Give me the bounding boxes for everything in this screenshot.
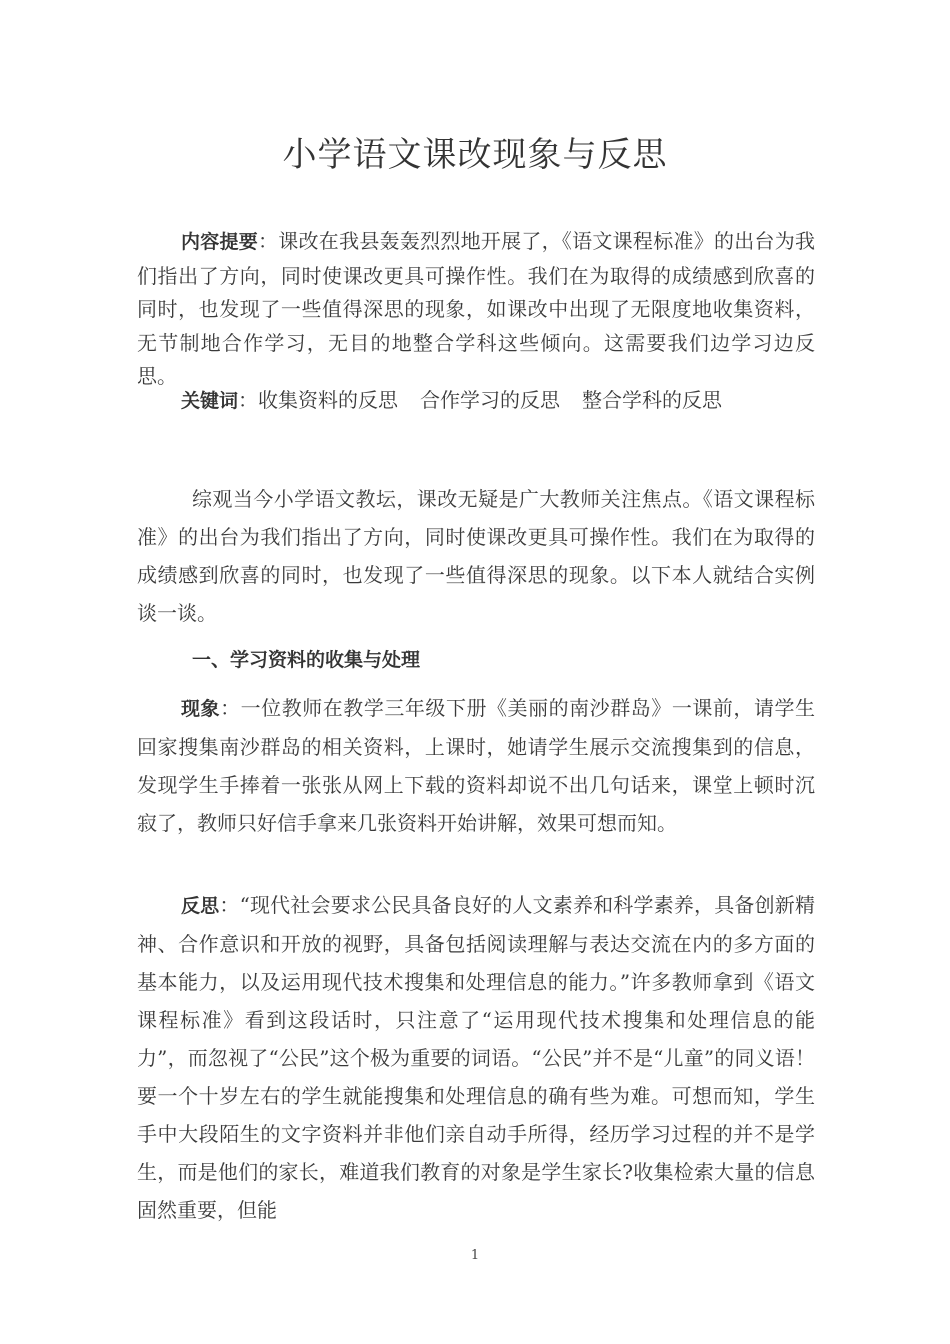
phenomenon-paragraph: [137, 689, 815, 842]
section-heading: 一、学习资料的收集与处理: [192, 649, 421, 671]
abstract-text: 课改在我县轰轰烈烈地开展了，《语文课程标准》的出台为我们指出了方向，同时使课改更具可操作性。我们在为取得的成绩感到欣喜的同时，也发现了一些值得深思的现象，如课改中出现了无限度地收集资料，无节制地合作学习，无目的地整合学科这些倾向。这需要我们边学习边反思。: [137, 229, 815, 388]
reflection-text: “现代社会要求公民具备良好的人文素养和科学素养，具备创新精神、合作意识和开放的视野，具备包括阅读理解与表达交流在内的多方面的基本能力，以及运用现代技术搜集和处理信息的能力。”许多教师拿到《语文课程标准》看到这段话时，只注意了“运用现代技术搜集和处理信息的能力”，而忽视了“公民”这个极为重要的词语。“公民”并不是“儿童”的同义语！要一个十岁左右的学生就能搜集和处理信息的确有些为难。可想而知，学生手中大段陌生的文字资料并非他们亲自动手所得，经历学习过程的并不是学生，而是他们的家长，难道我们教育的对象是学生家长?收集检索大量的信息固然重要，但能: [137, 893, 815, 1222]
abstract-paragraph: [137, 225, 815, 394]
reflection-colon: ：: [219, 893, 240, 917]
keyword-item: 整合学科的反思: [582, 388, 723, 412]
page-number: 1: [470, 1248, 480, 1263]
keywords-label: 关键词: [181, 390, 239, 412]
abstract-label: 内容提要: [181, 231, 259, 253]
phenomenon-text: 一位教师在教学三年级下册《美丽的南沙群岛》一课前，请学生回家搜集南沙群岛的相关资料，上课时，她请学生展示交流搜集到的信息，发现学生手捧着一张张从网上下载的资料却说不出几句话来，课堂上顿时沉寂了，教师只好信手拿来几张资料开始讲解，效果可想而知。: [137, 696, 816, 835]
document-title: 小学语文课改现象与反思: [282, 135, 668, 175]
keywords-colon: ：: [238, 388, 259, 412]
abstract-colon: ：: [258, 229, 279, 253]
phenomenon-label: 现象: [181, 698, 221, 720]
keyword-item: 收集资料的反思: [258, 388, 399, 412]
reflection-paragraph: [137, 886, 815, 1229]
phenomenon-colon: ：: [220, 696, 241, 720]
keywords-paragraph: [137, 384, 815, 419]
intro-paragraph: 综观当今小学语文教坛，课改无疑是广大教师关注焦点。《语文课程标准》的出台为我们指出了方向，同时使课改更具可操作性。我们在为取得的成绩感到欣喜的同时，也发现了一些值得深思的现象。以下本人就结合实例谈一谈。: [137, 487, 815, 625]
keyword-item: 合作学习的反思: [420, 388, 561, 412]
reflection-label: 反思: [181, 895, 220, 917]
